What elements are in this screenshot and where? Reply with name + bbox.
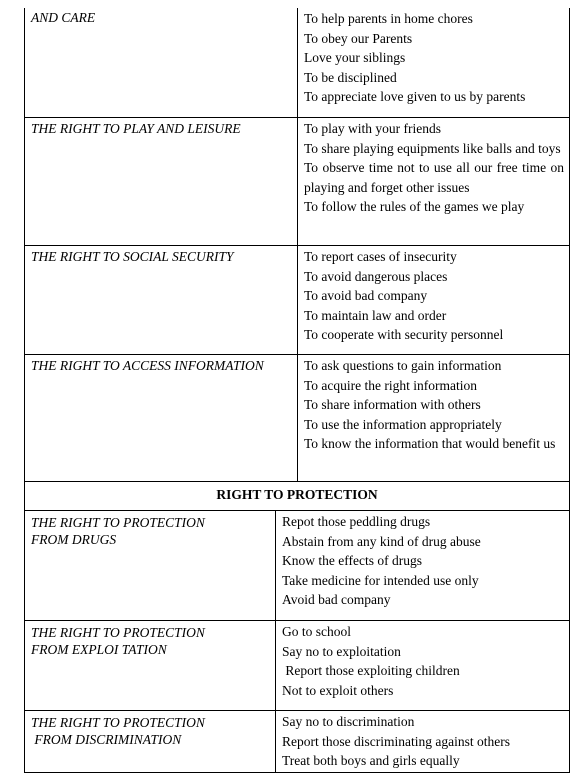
right-title: THE RIGHT TO SOCIAL SECURITY xyxy=(31,249,234,264)
list-item: To maintain law and order xyxy=(304,307,447,323)
list-item: Say no to discrimination xyxy=(282,714,415,729)
list-item: To appreciate love given to us by parents xyxy=(304,89,526,104)
list-item: Report those discriminating against others xyxy=(282,733,510,749)
list-item: Abstain from any kind of drug abuse xyxy=(282,533,481,549)
list-item: Say no to exploitation xyxy=(282,643,401,659)
responsibilities-cell xyxy=(275,511,570,620)
list-item: To play with your friends xyxy=(304,121,442,136)
responsibilities-cell xyxy=(275,711,570,772)
section-heading-text: RIGHT TO PROTECTION xyxy=(216,487,378,502)
list-item: To cooperate with security personnel xyxy=(304,327,504,342)
right-title-line: THE RIGHT TO PROTECTION xyxy=(31,715,205,730)
right-title xyxy=(25,621,275,659)
list-item: To ask questions to gain information xyxy=(304,358,502,373)
list-item: Report those exploiting children xyxy=(282,663,460,678)
responsibilities-cell xyxy=(297,118,570,245)
responsibilities-cell xyxy=(275,621,570,710)
section-heading xyxy=(24,482,570,511)
right-title-line: FROM DRUGS xyxy=(31,532,117,547)
list-item: To help parents in home chores xyxy=(304,11,473,26)
list-item: To acquire the right information xyxy=(304,377,478,393)
list-item: To use the information appropriately xyxy=(304,416,502,432)
list-item: To share playing equipments like balls and toys xyxy=(304,140,561,156)
list-item: To report cases of insecurity xyxy=(304,249,457,264)
right-title xyxy=(25,511,275,549)
list-item: Repot those peddling drugs xyxy=(282,514,431,529)
rights-table xyxy=(24,8,570,773)
row-access-information xyxy=(24,355,570,482)
list-item: Know the effects of drugs xyxy=(282,553,422,568)
list-item: To avoid dangerous places xyxy=(304,268,448,284)
right-title: AND CARE xyxy=(31,10,96,25)
list-item: Take medicine for intended use only xyxy=(282,572,479,588)
list-item: Go to school xyxy=(282,624,351,639)
list-item: To obey our Parents xyxy=(304,30,413,46)
list-item: To be disciplined xyxy=(304,69,397,85)
row-provision-care xyxy=(24,8,570,118)
row-play-leisure xyxy=(24,118,570,246)
list-item: To observe time not to use all our free time on playing and forget other issues xyxy=(304,160,564,195)
list-item: Treat both boys and girls equally xyxy=(282,753,460,768)
list-item: To share information with others xyxy=(304,397,481,412)
list-item: Not to exploit others xyxy=(282,682,394,698)
responsibilities-cell xyxy=(297,355,570,481)
list-item: Love your siblings xyxy=(304,50,406,65)
responsibilities-cell xyxy=(297,8,570,117)
row-social-security xyxy=(24,246,570,355)
right-title xyxy=(25,711,275,749)
responsibilities-cell xyxy=(297,246,570,354)
row-protection-discrimination xyxy=(24,711,570,773)
row-protection-exploitation xyxy=(24,621,570,711)
list-item: To follow the rules of the games we play xyxy=(304,199,525,214)
right-title: THE RIGHT TO PLAY AND LEISURE xyxy=(31,121,241,136)
list-item: To know the information that would benefit us xyxy=(304,436,556,451)
right-title-line: THE RIGHT TO PROTECTION xyxy=(31,515,205,530)
right-title: THE RIGHT TO ACCESS INFORMATION xyxy=(31,358,264,373)
list-item: Avoid bad company xyxy=(282,592,391,607)
right-title-line: FROM DISCRIMINATION xyxy=(31,732,182,747)
row-protection-drugs xyxy=(24,511,570,621)
list-item: To avoid bad company xyxy=(304,288,428,303)
right-title-line: THE RIGHT TO PROTECTION xyxy=(31,625,205,640)
right-title-line: FROM EXPLOI TATION xyxy=(31,642,167,657)
